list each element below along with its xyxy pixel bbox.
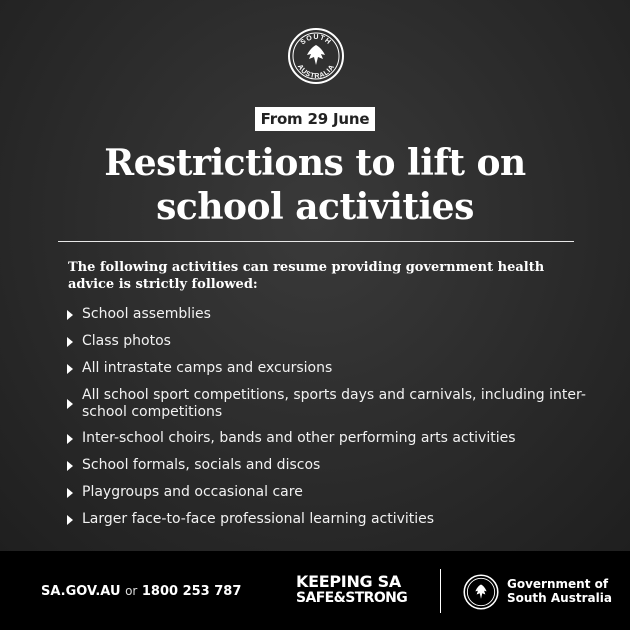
seal-text-top: SOUTH bbox=[299, 33, 333, 47]
phone-number[interactable]: 1800 253 787 bbox=[141, 584, 242, 599]
list-item-label: Playgroups and occasional care bbox=[82, 484, 303, 500]
campaign-line-1: KEEPING SA bbox=[296, 572, 401, 591]
list-item-label: Larger face-to-face professional learning activities bbox=[82, 511, 435, 527]
list-item bbox=[66, 430, 586, 447]
date-badge: From 29 June bbox=[255, 107, 375, 131]
list-item-label: Inter-school choirs, bands and other performing arts activities bbox=[82, 430, 516, 446]
campaign-logo bbox=[296, 574, 407, 606]
triangle-bullet-icon bbox=[67, 310, 73, 320]
list-item bbox=[66, 457, 586, 474]
list-item bbox=[66, 387, 586, 421]
triangle-bullet-icon bbox=[67, 488, 73, 498]
svg-text:AUSTRALIA bbox=[296, 64, 336, 81]
triangle-bullet-icon bbox=[67, 364, 73, 374]
page-title bbox=[0, 141, 630, 229]
footer-bar bbox=[0, 551, 630, 630]
list-item bbox=[66, 306, 586, 323]
government-logo-text bbox=[507, 577, 612, 605]
footer-divider bbox=[440, 569, 441, 613]
triangle-bullet-icon bbox=[67, 461, 73, 471]
triangle-bullet-icon bbox=[67, 337, 73, 347]
list-item bbox=[66, 360, 586, 377]
or-text: or bbox=[125, 584, 138, 598]
list-item bbox=[66, 484, 586, 501]
title-line-1: Restrictions to lift on bbox=[104, 142, 526, 184]
title-line-2: school activities bbox=[156, 186, 474, 228]
triangle-bullet-icon bbox=[67, 434, 73, 444]
south-australia-seal-icon bbox=[287, 27, 345, 85]
list-item bbox=[66, 333, 586, 350]
activities-list bbox=[66, 306, 586, 538]
gov-line-2: South Australia bbox=[507, 591, 612, 605]
list-item-label: All school sport competitions, sports days and carnivals, including inter-school competitions bbox=[82, 387, 586, 420]
triangle-bullet-icon bbox=[67, 399, 73, 409]
list-item-label: Class photos bbox=[82, 333, 171, 349]
intro-text: The following activities can resume providing government health advice is strictly followed: bbox=[68, 260, 545, 292]
campaign-line-2: SAFE&STRONG bbox=[296, 590, 408, 606]
divider-line bbox=[58, 241, 574, 242]
seal-text-bottom: AUSTRALIA bbox=[295, 63, 337, 81]
contact-info bbox=[41, 584, 241, 599]
list-item-label: School formals, socials and discos bbox=[82, 457, 321, 473]
list-item bbox=[66, 511, 586, 528]
list-item-label: All intrastate camps and excursions bbox=[82, 360, 333, 376]
south-australia-seal-icon bbox=[463, 574, 499, 610]
triangle-bullet-icon bbox=[67, 515, 73, 525]
gov-line-1: Government of bbox=[507, 577, 609, 591]
list-item-label: School assemblies bbox=[82, 306, 211, 322]
website-link[interactable]: SA.GOV.AU bbox=[41, 584, 121, 599]
